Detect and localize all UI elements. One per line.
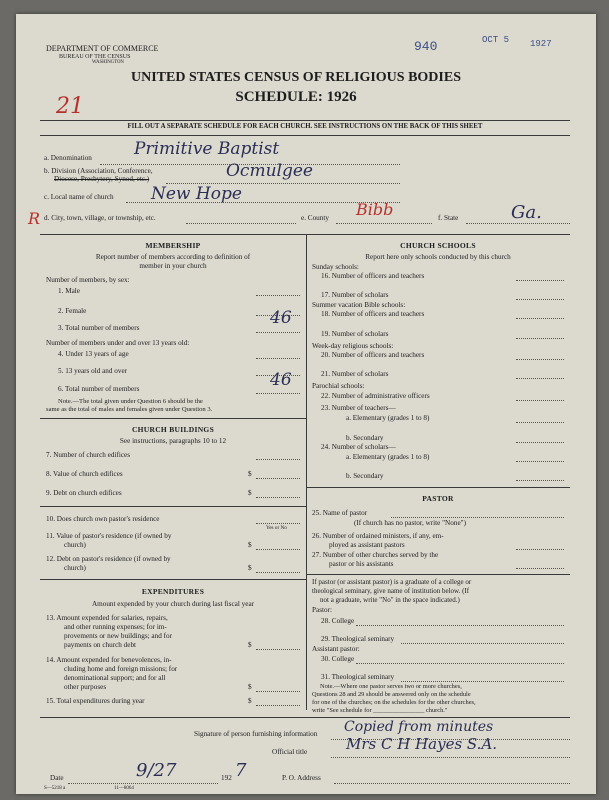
graduate-instruction-1: If pastor (or assistant pastor) is a graduate of a college or — [312, 578, 472, 586]
by-sex-label: Number of members, by sex: — [46, 276, 130, 284]
q7-label: 7. Number of church edifices — [46, 451, 131, 459]
signature-label: Signature of person furnishing information — [194, 730, 318, 738]
q4-label: 4. Under 13 years of age — [58, 350, 129, 358]
bureau-label: BUREAU OF THE CENSUS — [59, 54, 131, 60]
stamp-number: 940 — [414, 39, 438, 54]
official-title-line — [331, 757, 570, 758]
column-divider — [306, 234, 307, 710]
q24-label: 24. Number of scholars— — [321, 443, 396, 451]
church-name-label: c. Local name of church — [44, 193, 114, 201]
po-address-label: P. O. Address — [282, 774, 321, 782]
q20-label: 20. Number of officers and teachers — [321, 351, 425, 359]
q30-input[interactable] — [356, 663, 564, 664]
buildings-heading: CHURCH BUILDINGS — [131, 425, 215, 434]
denomination-field[interactable]: Primitive Baptist — [134, 139, 280, 159]
state-label: f. State — [438, 214, 459, 222]
q14-input[interactable] — [256, 691, 300, 692]
q24a-input[interactable] — [516, 461, 564, 462]
q13-label-2: and other running expenses; for im- — [64, 623, 167, 631]
q3-label: 3. Total number of members — [58, 324, 140, 332]
date-line — [68, 783, 218, 784]
parochial-label: Parochial schools: — [312, 382, 365, 390]
q15-input[interactable] — [256, 705, 300, 706]
expenditures-heading: EXPENDITURES — [141, 587, 205, 596]
division-label-2: Diocese, Presbytery, Synod, etc.) — [54, 175, 150, 183]
q12-label-2: church) — [64, 564, 86, 572]
weekday-label: Week-day religious schools: — [312, 342, 394, 350]
county-line — [336, 223, 432, 224]
pastor-heading: PASTOR — [422, 494, 454, 503]
date-label: Date — [50, 774, 64, 782]
q13-input[interactable] — [256, 649, 300, 650]
q7-input[interactable] — [256, 459, 300, 460]
schedule-title: SCHEDULE: 1926 — [235, 89, 357, 105]
q23a-label: a. Elementary (grades 1 to 8) — [346, 414, 430, 422]
pastor-note-3: for one of the churches; on the schedules for the other churches, — [312, 699, 476, 706]
q10-input[interactable] — [256, 523, 300, 524]
census-form-page — [16, 14, 596, 794]
membership-sub2: member in your church — [139, 262, 207, 270]
dollar-sign: $ — [248, 564, 252, 572]
membership-note2: same as the total of males and females given under Question 3. — [46, 406, 213, 413]
pastor-label: Pastor: — [312, 606, 332, 614]
q16-label: 16. Number of officers and teachers — [321, 272, 425, 280]
q31-input[interactable] — [401, 681, 564, 682]
q13-label-3: provements or new buildings; and for — [64, 632, 172, 640]
q6-label: 6. Total number of members — [58, 385, 140, 393]
q27-label: 27. Number of other churches served by the — [312, 551, 439, 559]
q13-label-4: payments on church debt — [64, 641, 137, 649]
city-label: WASHINGTON — [92, 60, 124, 65]
q25-input[interactable] — [391, 517, 564, 518]
q23a-input[interactable] — [516, 422, 564, 423]
q24a-label: a. Elementary (grades 1 to 8) — [346, 453, 430, 461]
membership-heading: MEMBERSHIP — [145, 241, 201, 250]
q14-label-4: other purposes — [64, 683, 107, 691]
form-code-2: 11—8064 — [114, 786, 134, 791]
po-address-input[interactable] — [334, 783, 570, 784]
graduate-instruction-2: theological seminary, give name of institution below. (If — [312, 587, 470, 595]
county-label: e. County — [301, 214, 329, 222]
q23-label: 23. Number of teachers— — [321, 404, 396, 412]
q2-label: 2. Female — [58, 307, 87, 315]
q29-input[interactable] — [401, 643, 564, 644]
q28-label: 28. College — [321, 617, 355, 625]
q26-label-2: ployed as assistant pastors — [329, 541, 405, 549]
graduate-instruction-3: not a graduate, write "No" in the space indicated.) — [320, 596, 460, 604]
membership-sub1: Report number of members according to definition of — [95, 253, 251, 261]
date-year-field[interactable]: 7 — [235, 760, 247, 781]
q11-input[interactable] — [256, 549, 300, 550]
handwritten-number: 21 — [56, 94, 84, 119]
divider — [40, 506, 306, 507]
q6-value: 46 — [270, 370, 292, 390]
q22-input[interactable] — [516, 400, 564, 401]
q21-input[interactable] — [516, 378, 564, 379]
sunday-label: Sunday schools: — [312, 263, 359, 271]
divider — [306, 574, 570, 575]
dollar-sign: $ — [248, 470, 252, 478]
q26-label: 26. Number of ordained ministers, if any, em- — [312, 532, 444, 540]
assistant-pastor-label: Assistant pastor: — [312, 645, 360, 653]
q25-hint: (If church has no pastor, write "None") — [354, 519, 466, 527]
dollar-sign: $ — [248, 489, 252, 497]
city-field-label: d. City, town, village, or township, etc. — [44, 214, 156, 222]
state-field[interactable]: Ga. — [511, 202, 542, 223]
q23b-input[interactable] — [516, 442, 564, 443]
divider — [40, 135, 570, 136]
q27-input[interactable] — [516, 568, 564, 569]
stamp-year: 1927 — [530, 39, 552, 49]
dollar-sign: $ — [248, 683, 252, 691]
summer-label: Summer vacation Bible schools: — [312, 301, 406, 309]
divider — [40, 579, 306, 580]
q16-input[interactable] — [516, 280, 564, 281]
q3-value: 46 — [270, 308, 292, 328]
q29-label: 29. Theological seminary — [321, 635, 395, 643]
dollar-sign: $ — [248, 697, 252, 705]
red-mark: R — [28, 209, 41, 228]
q24b-label: b. Secondary — [346, 472, 384, 480]
dollar-sign: $ — [248, 641, 252, 649]
city-line — [186, 223, 296, 224]
county-field[interactable]: Bibb — [356, 200, 394, 219]
q15-label: 15. Total expenditures during year — [46, 697, 145, 705]
q19-label: 19. Number of scholars — [321, 330, 389, 338]
q18-label: 18. Number of officers and teachers — [321, 310, 425, 318]
pastor-note-2: Questions 28 and 29 should be answered only on the schedule — [312, 691, 471, 698]
official-title-label: Official title — [272, 748, 308, 756]
buildings-sub: See instructions, paragraphs 10 to 12 — [119, 437, 227, 445]
pastor-note-4: write "See schedule for ________________ church." — [312, 707, 448, 714]
q31-label: 31. Theological seminary — [321, 673, 395, 681]
instruction-line: FILL OUT A SEPARATE SCHEDULE FOR EACH CHURCH. SEE INSTRUCTIONS ON THE BACK OF THIS SHEET — [127, 123, 483, 130]
division-field[interactable]: Ocmulgee — [226, 161, 313, 181]
q6-input[interactable] — [256, 393, 300, 394]
q10-label: 10. Does church own pastor's residence — [46, 515, 160, 523]
denomination-label: a. Denomination — [44, 154, 92, 162]
schools-heading: CHURCH SCHOOLS — [400, 241, 476, 250]
q12-input[interactable] — [256, 572, 300, 573]
q28-input[interactable] — [356, 625, 564, 626]
q17-input[interactable] — [516, 299, 564, 300]
q23b-label: b. Secondary — [346, 434, 384, 442]
q20-input[interactable] — [516, 359, 564, 360]
q13-label: 13. Amount expended for salaries, repairs, — [46, 614, 168, 622]
division-label: b. Division (Association, Conference, — [44, 167, 153, 175]
q19-input[interactable] — [516, 338, 564, 339]
q25-label: 25. Name of pastor — [312, 509, 368, 517]
date-year-prefix: 192 — [221, 774, 232, 782]
yes-no-hint: Yes or No — [266, 525, 287, 531]
q1-label: 1. Male — [58, 287, 80, 295]
q30-label: 30. College — [321, 655, 355, 663]
q9-input[interactable] — [256, 497, 300, 498]
q1-input[interactable] — [256, 295, 300, 296]
form-code: S—5218 a — [44, 786, 66, 791]
q8-label: 8. Value of church edifices — [46, 470, 123, 478]
q5-label: 5. 13 years old and over — [58, 367, 128, 375]
divider — [40, 418, 306, 419]
date-field[interactable]: 9/27 — [136, 760, 177, 781]
by-age-label: Number of members under and over 13 years old: — [46, 339, 190, 347]
q12-label: 12. Debt on pastor's residence (if owned by — [46, 555, 171, 563]
q3-input[interactable] — [256, 332, 300, 333]
divider — [306, 487, 570, 488]
divider — [40, 234, 570, 235]
dept-label: DEPARTMENT OF COMMERCE — [46, 44, 159, 53]
official-title-field[interactable]: Mrs C H Hayes S.A. — [346, 735, 498, 753]
q22-label: 22. Number of administrative officers — [321, 392, 430, 400]
schools-sub: Report here only schools conducted by this church — [365, 253, 511, 261]
q27-label-2: pastor or his assistants — [329, 560, 394, 568]
q8-input[interactable] — [256, 478, 300, 479]
state-line — [466, 223, 570, 224]
church-name-field[interactable]: New Hope — [151, 184, 242, 204]
divider — [40, 717, 570, 718]
q26-input[interactable] — [516, 549, 564, 550]
stamp-date: OCT 5 — [482, 35, 510, 45]
q14-label: 14. Amount expended for benevolences, in- — [46, 656, 172, 664]
form-title: UNITED STATES CENSUS OF RELIGIOUS BODIES — [130, 70, 461, 85]
q17-label: 17. Number of scholars — [321, 291, 389, 299]
q24b-input[interactable] — [516, 480, 564, 481]
q14-label-3: denominational support; and for all — [64, 674, 166, 682]
divider — [40, 120, 570, 121]
q11-label: 11. Value of pastor's residence (if owned by — [46, 532, 172, 540]
pastor-note-1: Note.—Where one pastor serves two or more churches, — [320, 683, 462, 690]
signature-field[interactable]: Copied from minutes — [344, 719, 494, 735]
dollar-sign: $ — [248, 541, 252, 549]
expenditures-sub: Amount expended by your church during last fiscal year — [91, 600, 255, 608]
q11-label-2: church) — [64, 541, 86, 549]
membership-note1: Note.—The total given under Question 6 should be the — [58, 398, 203, 405]
q18-input[interactable] — [516, 318, 564, 319]
q14-label-2: cluding home and foreign missions; for — [64, 665, 178, 673]
q21-label: 21. Number of scholars — [321, 370, 389, 378]
q4-input[interactable] — [256, 358, 300, 359]
q9-label: 9. Debt on church edifices — [46, 489, 122, 497]
